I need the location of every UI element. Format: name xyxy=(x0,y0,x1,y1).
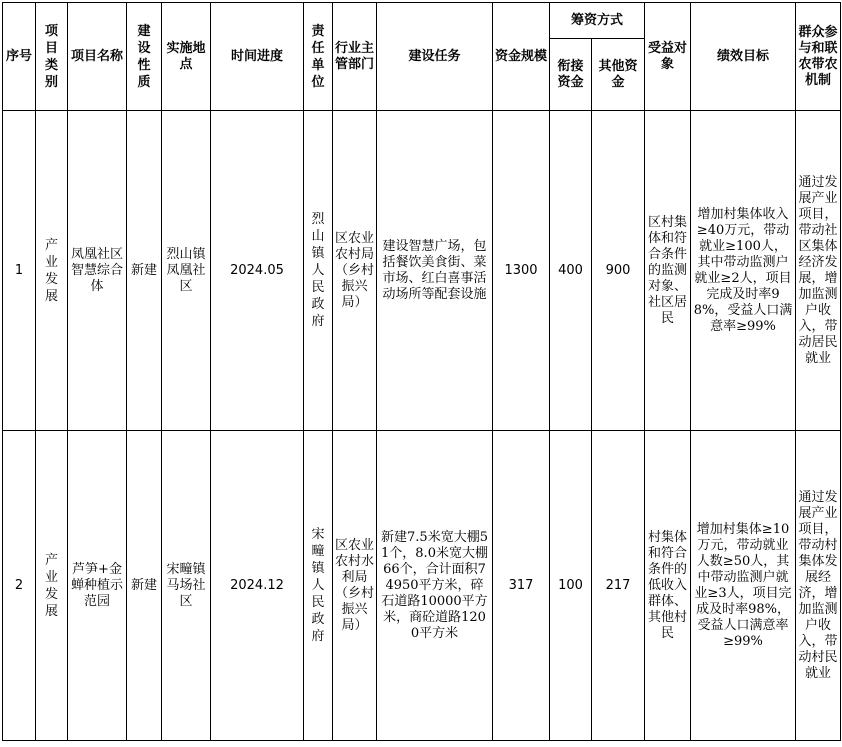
table-row xyxy=(3,431,841,741)
header-dept: 行业主管部门 xyxy=(333,3,377,111)
cell-goal: 增加村集体≥10万元，带动就业人数≥50人，其中带动监测户就业≥3人，项目完成及时率98%，受益人口满意率≥99% xyxy=(691,431,796,741)
cell-nature: 新建 xyxy=(127,111,162,431)
header-category: 项目类别 xyxy=(36,3,68,111)
header-location: 实施地点 xyxy=(162,3,211,111)
cell-schedule: 2024.05 xyxy=(211,111,304,431)
cell-location: 烈山镇凤凰社区 xyxy=(162,111,211,431)
cell-nature: 新建 xyxy=(127,431,162,741)
cell-unit: 宋疃镇人民政府 xyxy=(304,431,333,741)
cell-fund-linked: 400 xyxy=(550,111,592,431)
header-funding-linked: 衔接资金 xyxy=(550,39,592,111)
cell-fund-other: 217 xyxy=(592,431,645,741)
cell-goal: 增加村集体收入≥40万元，带动就业≥100人，其中带动监测户就业≥2人，项目完成及时率98%，受益人口满意率≥99% xyxy=(691,111,796,431)
cell-mechanism: 通过发展产业项目，带动村集体发展经济，增加监测户收入，带动村民就业 xyxy=(796,431,841,741)
header-funding-other: 其他资金 xyxy=(592,39,645,111)
cell-category: 产业发展 xyxy=(36,111,68,431)
project-table xyxy=(2,2,841,741)
cell-task: 建设智慧广场，包括餐饮美食街、菜市场、红白喜事活动场所等配套设施 xyxy=(377,111,493,431)
cell-scale: 1300 xyxy=(493,111,550,431)
header-task: 建设任务 xyxy=(377,3,493,111)
table-row xyxy=(3,111,841,431)
cell-dept: 区农业农村水利局（乡村振兴局） xyxy=(333,431,377,741)
header-beneficiary: 受益对象 xyxy=(645,3,691,111)
cell-category: 产业发展 xyxy=(36,431,68,741)
header-unit: 责任单位 xyxy=(304,3,333,111)
header-scale: 资金规模 xyxy=(493,3,550,111)
header-nature: 建设性质 xyxy=(127,3,162,111)
cell-scale: 317 xyxy=(493,431,550,741)
header-schedule: 时间进度 xyxy=(211,3,304,111)
cell-seq: 2 xyxy=(3,431,36,741)
header-goal: 绩效目标 xyxy=(691,3,796,111)
header-seq: 序号 xyxy=(3,3,36,111)
header-funding: 筹资方式 xyxy=(550,3,645,39)
cell-fund-linked: 100 xyxy=(550,431,592,741)
cell-schedule: 2024.12 xyxy=(211,431,304,741)
cell-beneficiary: 村集体和符合条件的低收入群体、其他村民 xyxy=(645,431,691,741)
cell-location: 宋疃镇马场社区 xyxy=(162,431,211,741)
cell-unit: 烈山镇人民政府 xyxy=(304,111,333,431)
cell-name: 芦笋+金蝉种植示范园 xyxy=(68,431,127,741)
cell-dept: 区农业农村局（乡村振兴局） xyxy=(333,111,377,431)
cell-mechanism: 通过发展产业项目，带动社区集体经济发展，增加监测户收入，带动居民就业 xyxy=(796,111,841,431)
cell-beneficiary: 区村集体和符合条件的监测对象、社区居民 xyxy=(645,111,691,431)
header-mechanism: 群众参与和联农带农机制 xyxy=(796,3,841,111)
cell-task: 新建7.5米宽大棚51个，8.0米宽大棚66个，合计面积74950平方米，碎石道路10000平方米，商砼道路1200平方米 xyxy=(377,431,493,741)
cell-seq: 1 xyxy=(3,111,36,431)
header-name: 项目名称 xyxy=(68,3,127,111)
cell-fund-other: 900 xyxy=(592,111,645,431)
cell-name: 凤凰社区智慧综合体 xyxy=(68,111,127,431)
